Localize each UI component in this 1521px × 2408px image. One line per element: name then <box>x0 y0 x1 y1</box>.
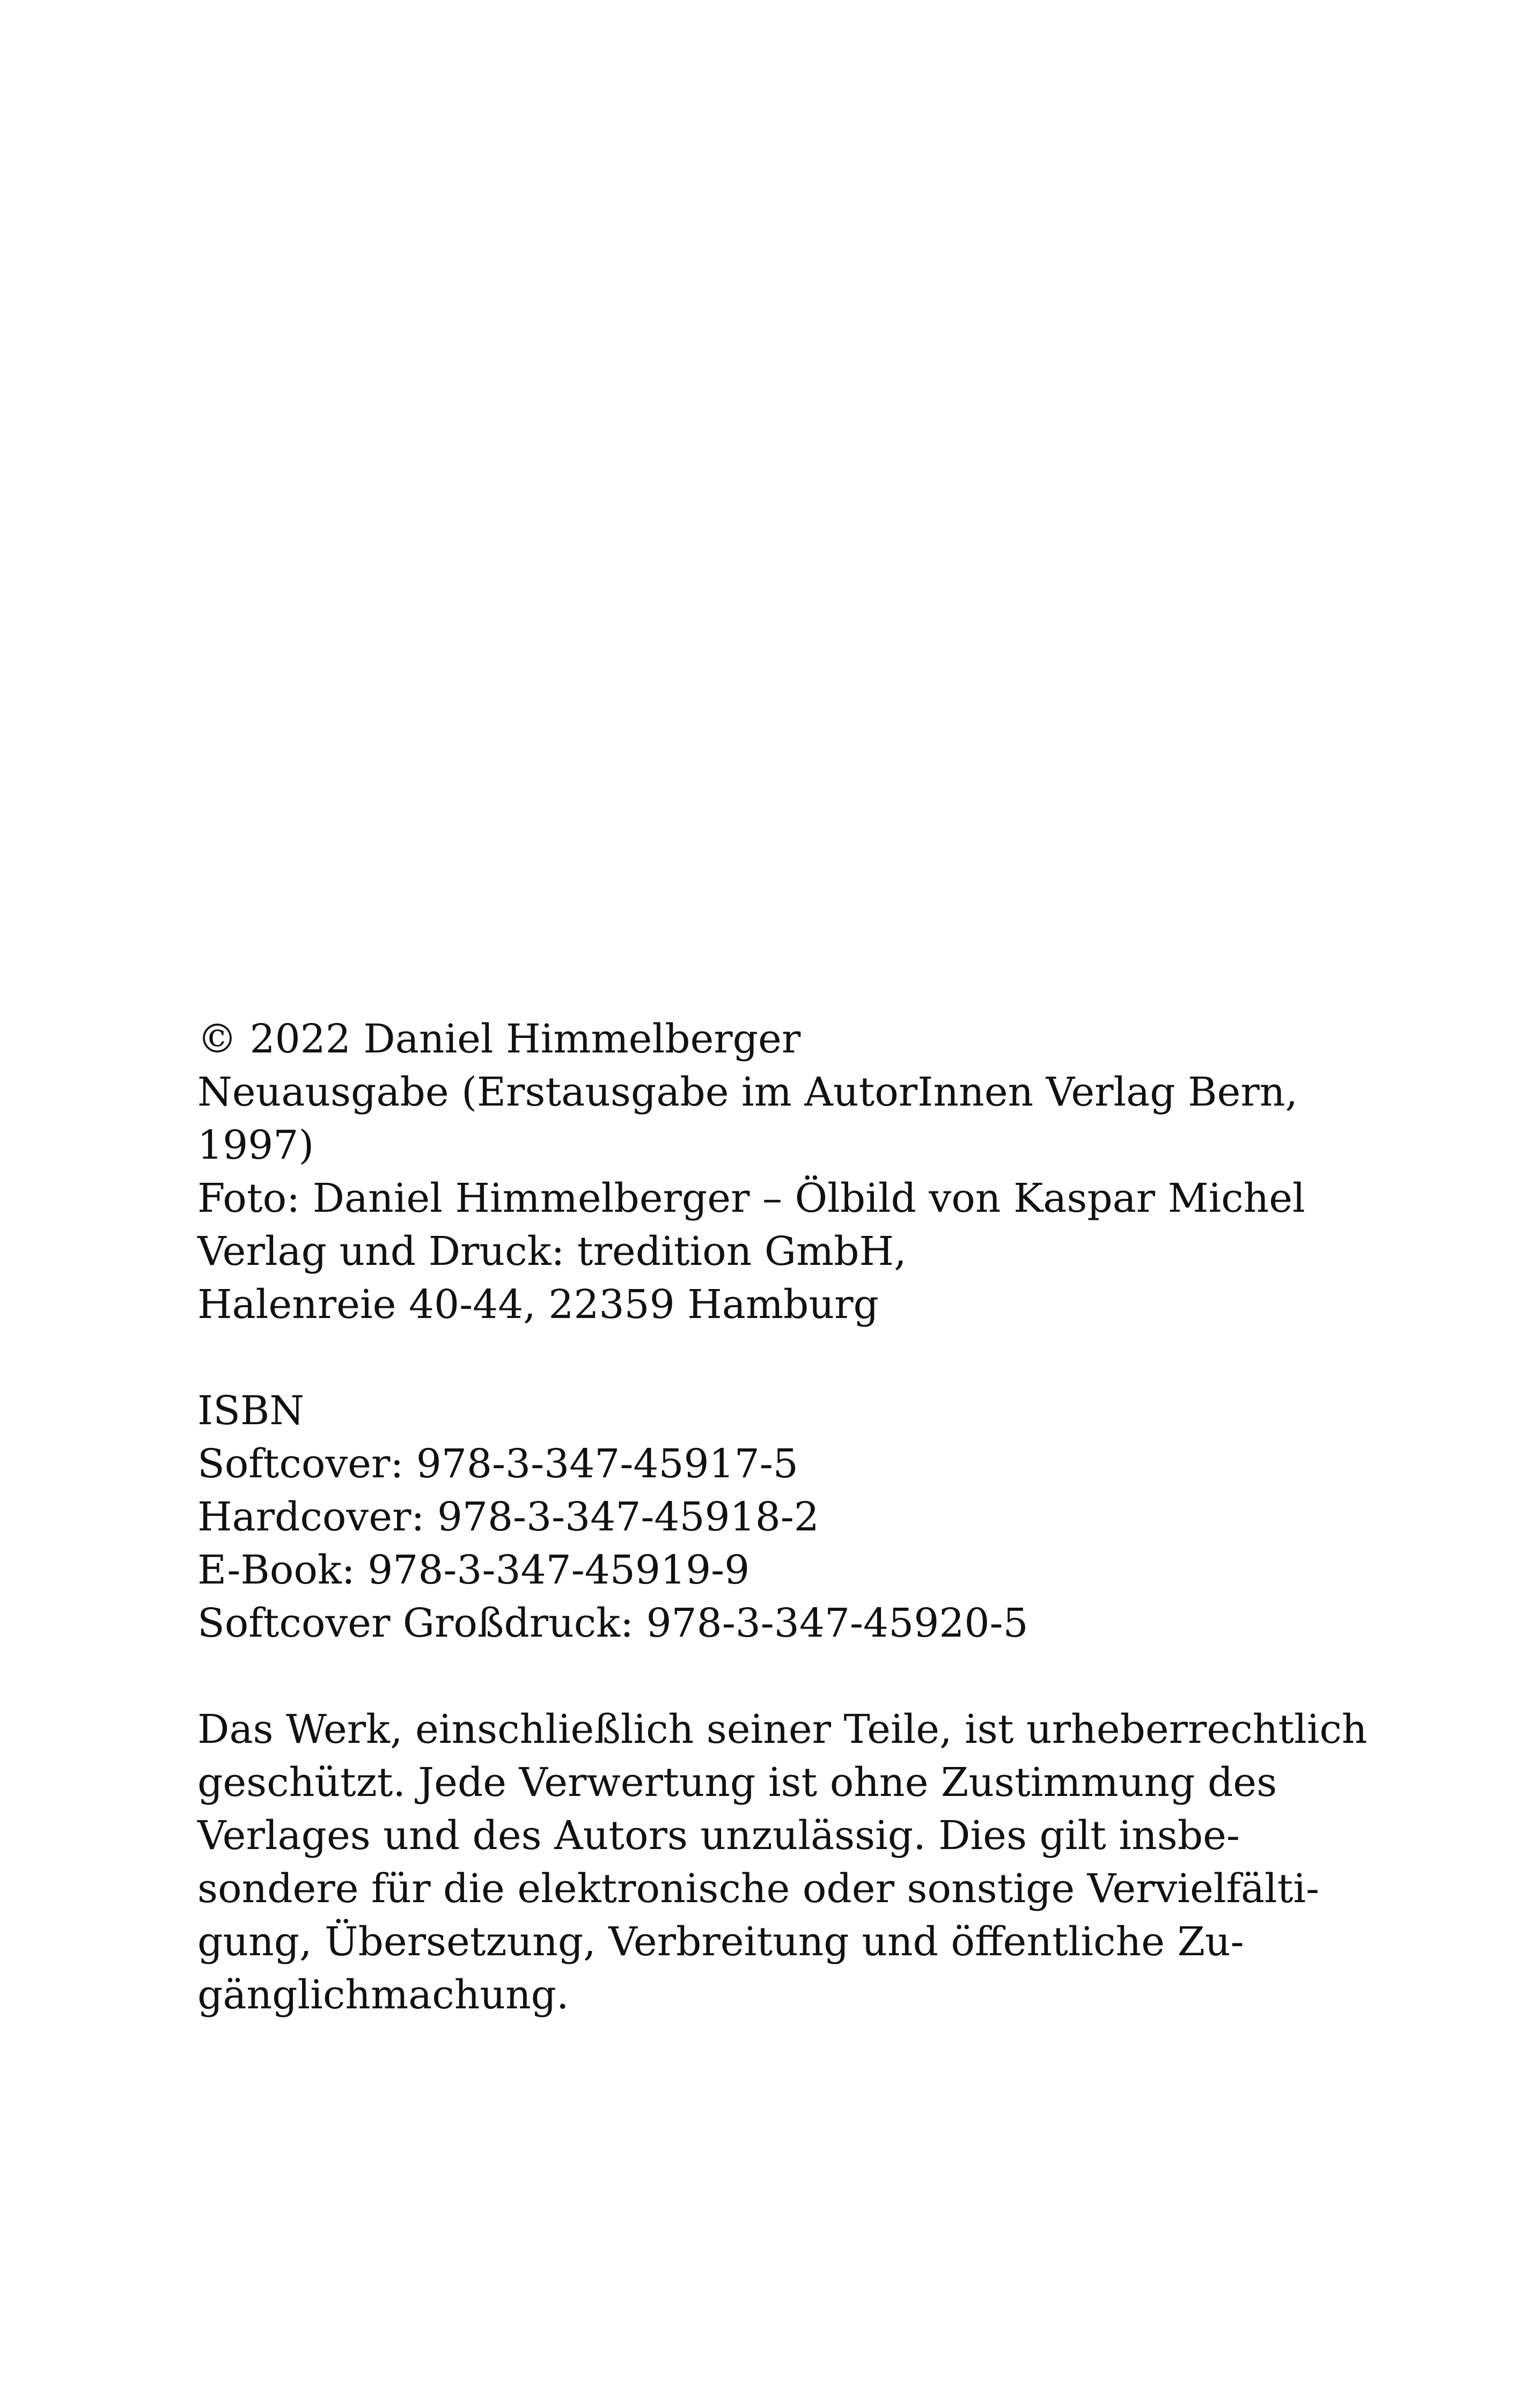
rights-notice-line: gung, Übersetzung, Verbreitung und öffentliche Zu- <box>197 1919 1244 1965</box>
photo-credit-line: Foto: Daniel Himmelberger – Ölbild von Kaspar Michel <box>197 1175 1305 1221</box>
publisher-line: Verlag und Druck: tredition GmbH, <box>197 1228 907 1275</box>
publisher-address-line: Halenreie 40-44, 22359 Hamburg <box>197 1282 879 1328</box>
edition-year-line: 1997) <box>197 1122 314 1168</box>
isbn-ebook: E-Book: 978-3-347-45919-9 <box>197 1547 750 1593</box>
section-gap <box>197 1331 1378 1385</box>
imprint-block <box>197 1013 1378 2022</box>
isbn-heading: ISBN <box>197 1388 305 1434</box>
edition-line: Neuausgabe (Erstausgabe im AutorInnen Verlag Bern, <box>197 1069 1298 1115</box>
isbn-large-print: Softcover Großdruck: 978-3-347-45920-5 <box>197 1600 1028 1646</box>
rights-notice-line: geschützt. Jede Verwertung ist ohne Zustimmung des <box>197 1759 1277 1806</box>
isbn-hardcover: Hardcover: 978-3-347-45918-2 <box>197 1494 819 1540</box>
rights-notice-line: Verlages und des Autors unzulässig. Dies gilt insbe- <box>197 1813 1240 1859</box>
rights-notice-line: sondere für die elektronische oder sonstige Vervielfälti- <box>197 1866 1320 1912</box>
section-gap <box>197 1650 1378 1703</box>
copyright-line: © 2022 Daniel Himmelberger <box>197 1016 801 1062</box>
rights-notice-line: Das Werk, einschließlich seiner Teile, ist urheberrechtlich <box>197 1706 1368 1752</box>
rights-notice-line: gänglichmachung. <box>197 1972 569 2018</box>
isbn-softcover: Softcover: 978-3-347-45917-5 <box>197 1441 798 1487</box>
